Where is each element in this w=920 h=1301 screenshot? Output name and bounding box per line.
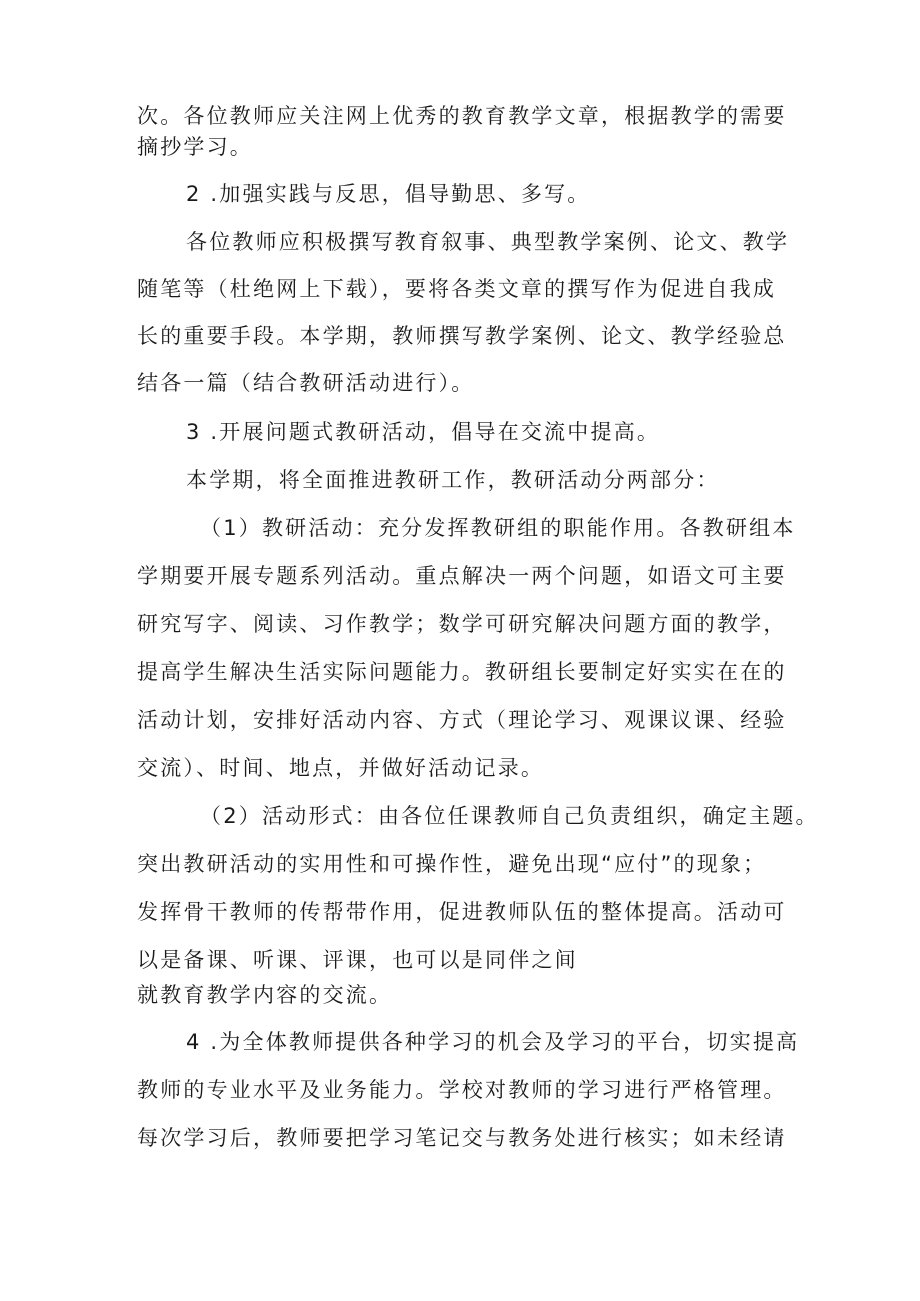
text-line-15: 交流）、时间、地点，并做好活动记录。	[137, 756, 545, 780]
text-line-22: 教师的专业水平及业务能力。学校对教师的学习进行严格管理。	[137, 1078, 787, 1102]
text-line-18: 发挥骨干教师的传帮带作用，促进教师队伍的整体提高。活动可	[137, 900, 787, 924]
text-line-2: 摘抄学习。	[137, 135, 253, 159]
text-line-11: 学期要开展专题系列活动。重点解决一两个问题，如语文可主要	[137, 564, 787, 588]
text-line-12: 研究写字、阅读、习作教学；数学可研究解决问题方面的教学，	[137, 612, 787, 636]
text-line-9: 本学期，将全面推进教研工作，教研活动分两部分：	[186, 468, 720, 492]
text-line-17: 突出教研活动的实用性和可操作性，避免出现“应付”的现象；	[137, 852, 767, 876]
text-line-16: （2）活动形式：由各位任课教师自己负责组织，确定主题。	[200, 804, 819, 828]
text-line-1: 次。各位教师应关注网上优秀的教育教学文章，根据教学的需要	[137, 104, 787, 128]
text-line-5: 随笔等（杜绝网上下载），要将各类文章的撰写作为促进自我成	[137, 277, 777, 301]
text-line-10: （1）教研活动：充分发挥教研组的职能作用。各教研组本	[200, 516, 796, 540]
text-line-19: 以是备课、听课、评课，也可以是同伴之间	[137, 948, 578, 972]
text-line-13: 提高学生解决生活实际问题能力。教研组长要制定好实实在在的	[137, 660, 787, 684]
text-line-23: 每次学习后，教师要把学习笔记交与教务处进行核实；如未经请	[137, 1126, 787, 1150]
section-heading-3: 3 .开展问题式教研活动，倡导在交流中提高。	[186, 420, 661, 444]
section-heading-2: 2 .加强实践与反思，倡导勤思、多写。	[186, 182, 591, 206]
text-line-14: 活动计划，安排好活动内容、方式（理论学习、观课议课、经验	[137, 708, 787, 732]
text-line-6: 长的重要手段。本学期，教师撰写教学案例、论文、教学经验总	[137, 324, 787, 348]
text-line-4: 各位教师应积极撰写教育叙事、典型教学案例、论文、教学	[186, 230, 790, 254]
text-line-7: 结各一篇（结合教研活动进行）。	[137, 371, 475, 395]
section-heading-4: 4 .为全体教师提供各种学习的机会及学习的平台，切实提高	[186, 1030, 800, 1054]
text-line-20: 就教育教学内容的交流。	[137, 983, 393, 1007]
